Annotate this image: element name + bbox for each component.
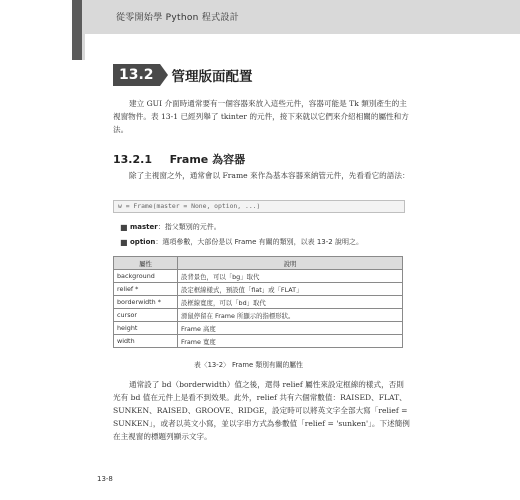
page-number: 13-8 [97,475,113,483]
table-cell: borderwidth * [114,296,178,309]
header-side-bar-light [82,34,85,60]
frame-attributes-table [113,256,403,348]
table-cell: 滑鼠停留在 Frame 所顯示的指標形狀。 [178,309,403,322]
subsection-title: Frame 為容器 [169,153,246,166]
param-desc: ：指父類別的元件。 [157,223,221,231]
table-caption: 表〈13-2〉 Frame 類別有關的屬性 [194,361,303,369]
table-cell: background [114,270,178,283]
table-cell: width [114,335,178,348]
table-cell: cursor [114,309,178,322]
section-title: 管理版面配置 [171,69,253,85]
parameter-list [120,221,363,251]
bullet-square-icon: ■ [120,238,128,247]
header-side-bar [72,34,82,60]
section-arrow-icon [160,64,168,86]
subsection-number: 13.2.1 [113,153,152,166]
table-row [114,296,403,309]
closing-paragraph: 通常設了 bd（borderwidth）值之後，還得 relief 屬性來設定框線的樣式，否則光有 bd 值在元件上是看不到效果。此外，relief 共有六個常數值：RAISED、FLAT、SUNKEN、RAISED、GROOVE、RIDGE，設定時可以將英文字全部大寫「relief = SUNKEN」，或者以英文小寫，並以字串方式為參數值「relief = 'sunken'」。下述簡例在主視窗的標題列顯示文字。 [113,380,410,441]
table-cell: 設定框線樣式，預設值「flat」或「FLAT」 [178,283,403,296]
table-cell: 設框線寬度，可以「bd」取代 [178,296,403,309]
table-cell: 設背景色，可以「bg」取代 [178,270,403,283]
table-cell: Frame 寬度 [178,335,403,348]
table-header-cell: 屬性 [114,257,178,270]
frame-intro-paragraph: 除了主視窗之外，通常會以 Frame 來作為基本容器來納管元件，先看看它的語法： [129,171,410,180]
table-header-row [114,257,403,270]
param-desc: ：選項參數，大部份是以 Frame 有關的類別，以表 13-2 說明之。 [155,238,363,246]
table-row [114,283,403,296]
table-row [114,309,403,322]
table-row [114,335,403,348]
table-cell: Frame 高度 [178,322,403,335]
table-cell: relief * [114,283,178,296]
running-header-title: 從零開始學 Python 程式設計 [116,13,240,23]
param-term: option [130,238,156,246]
table-cell: height [114,322,178,335]
param-term: master [130,223,158,231]
bullet-square-icon: ■ [120,223,128,232]
subsection-heading [113,151,245,167]
running-header [0,0,520,34]
list-item [120,221,363,236]
section-number: 13.2 [113,64,160,86]
syntax-code-box: w = Frame(master = None, option, ...) [113,200,405,213]
table-row [114,322,403,335]
table-header-cell: 說明 [178,257,403,270]
section-heading [113,64,253,86]
table-row [114,270,403,283]
list-item [120,236,363,251]
intro-paragraph: 建立 GUI 介面時通常要有一個容器來放入這些元件，容器可能是 Tk 類別產生的主視窗物件。表 13-1 已經列舉了 tkinter 的元件，接下來就以它們來介紹相關的屬性和方法。 [113,99,409,134]
